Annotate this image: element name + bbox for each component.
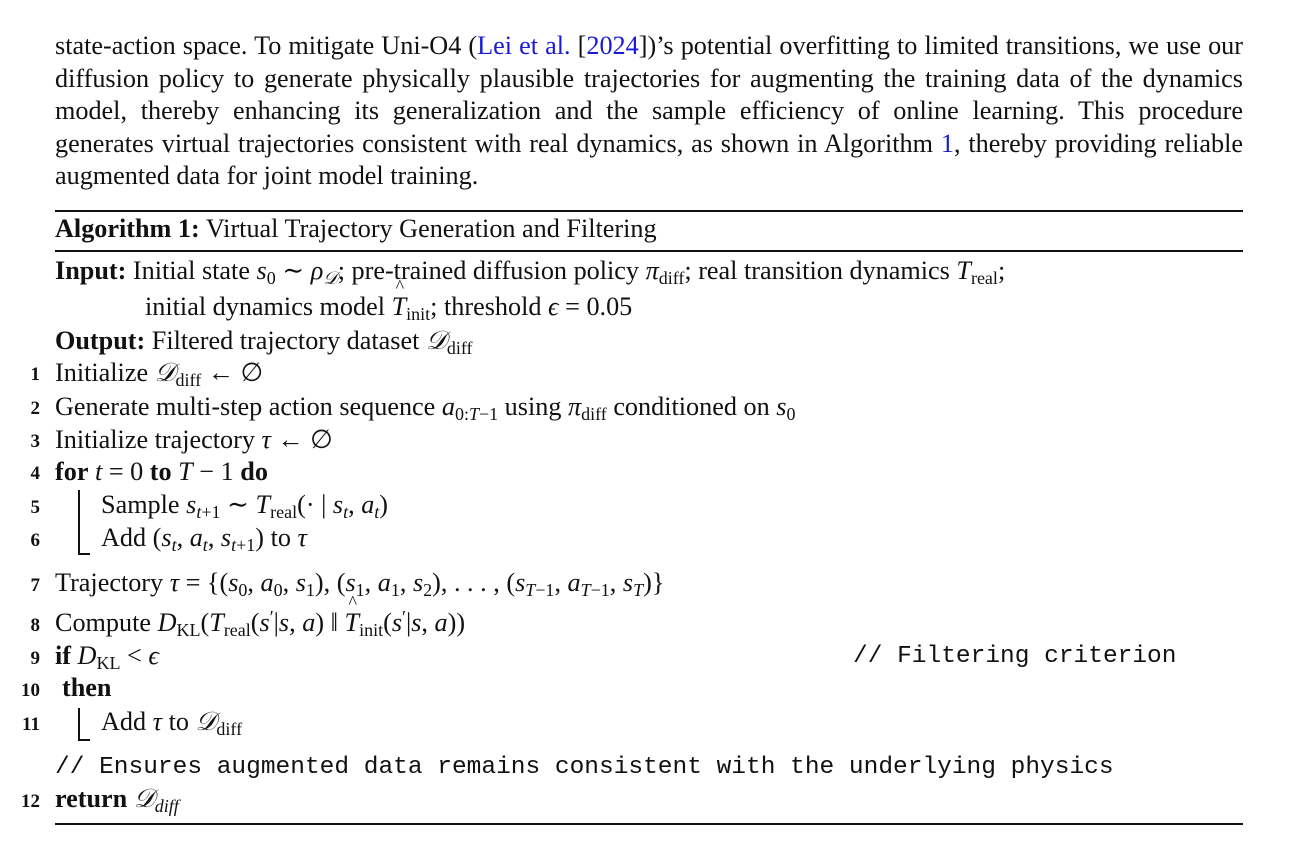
loop-block-bar <box>78 490 80 554</box>
algorithm-line-2: Generate multi-step action sequence $a_{0:T-1}$ using $\pi_{diff}$ conditioned on $s_0$ <box>55 392 796 424</box>
algorithm-line-3: Initialize trajectory τ ← ∅ <box>55 425 333 454</box>
loop-block-foot <box>78 553 90 555</box>
filtering-comment: // Filtering criterion <box>853 643 1177 670</box>
algorithm-title: Virtual Trajectory Generation and Filtering <box>205 214 657 243</box>
algorithm-caption <box>55 214 657 244</box>
output-label: Output: <box>55 326 146 355</box>
line-number-7: 7 <box>30 575 40 596</box>
algorithm-line-8: Compute $D_{KL}(T_{real}(s'|s$, a) ‖ ^ $T_{init}(s'|s$, a)) <box>55 608 465 638</box>
algorithm-line-12: return 𝒟$_{diff}$ <box>55 784 179 816</box>
algorithm-line-6: Add ($s_t$, $a_t$, $s_{t+1}$) to τ <box>101 523 307 555</box>
line-number-6: 6 <box>30 530 40 551</box>
algorithm-label: Algorithm 1: <box>55 214 200 243</box>
intro-paragraph: state-action space. To mitigate Uni-O4 (Lei et al. [2024])’s potential overfitting to limited transitions, we use our diffusion policy to generate physically plausible trajectories for augmenting the training data of the dynamics model, thereby enhancing its generalization and the sample efficiency of online learning. This procedure generates virtual trajectories consistent with real dynamics, as shown in Algorithm 1, thereby providing reliable augmented data for joint model training. <box>55 31 1243 190</box>
algorithm-line-1: Initialize 𝒟$_{diff}$ ← ∅ <box>55 358 264 390</box>
algorithm-caption-rule <box>55 250 1243 252</box>
line-number-3: 3 <box>30 431 40 452</box>
then-block-foot <box>78 739 90 741</box>
then-block-bar <box>78 708 80 740</box>
citation-author-link[interactable]: Lei et al. <box>477 31 571 60</box>
algorithm-line-10: then <box>62 673 112 702</box>
algorithm-input: Input: Initial state $s_0$ ∼ $\rho_𝒟$; pre-trained diffusion policy $\pi_{diff}$; real transition dynamics $T_{real}$; <box>55 256 1006 289</box>
line-number-10: 10 <box>21 680 40 701</box>
algorithm-line-5: Sample $s_{t+1}$ ∼ $T_{real}(\cdot$ | $s_t$, $a_t$) <box>101 490 389 522</box>
citation-year-link[interactable]: 2024 <box>586 31 639 60</box>
line-number-9: 9 <box>30 648 40 669</box>
line-number-12: 12 <box>21 791 40 812</box>
algorithm-line-4: for t = 0 to T − 1 do <box>55 457 268 486</box>
algorithm-ref-link[interactable]: 1 <box>940 128 954 158</box>
line-number-11: 11 <box>22 714 40 735</box>
algorithm-bottom-rule <box>55 823 1243 825</box>
algorithm-top-rule <box>55 210 1243 212</box>
line-number-1: 1 <box>30 364 40 385</box>
line-number-2: 2 <box>30 398 40 419</box>
input-label: Input: <box>55 256 127 285</box>
algorithm-line-9: if $D_{KL} < \epsilon$ <box>55 641 159 673</box>
physics-comment: // Ensures augmented data remains consistent with the underlying physics <box>55 754 1114 781</box>
line-number-5: 5 <box>30 497 40 518</box>
algorithm-output: Output: Filtered trajectory dataset 𝒟$_{diff}$ <box>55 326 473 358</box>
algorithm-line-11: Add τ to 𝒟$_{diff}$ <box>101 707 243 739</box>
algorithm-input-cont: initial dynamics model ^ $T_{init}$; threshold ϵ = 0.05 <box>145 292 632 322</box>
algorithm-line-7: Trajectory $\tau = \{(s_0$, $a_0$, $s_1$), ($s_1$, $a_1$, $s_2$), . . . , ($s_{T-1}$, $a_{T-1}$, $s_T$)} <box>55 568 665 600</box>
line-number-8: 8 <box>30 615 40 636</box>
line-number-4: 4 <box>30 463 40 484</box>
threshold-value: 0.05 <box>586 292 633 321</box>
